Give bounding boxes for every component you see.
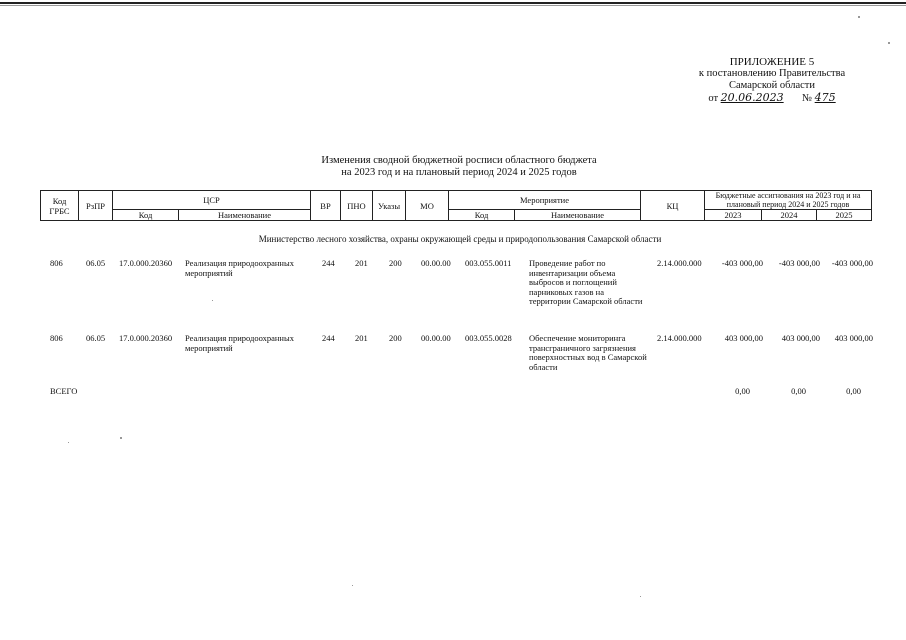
appendix-date-line: [672, 92, 872, 106]
scan-speck: [68, 442, 69, 443]
cell-y2024: -403 000,00: [778, 258, 820, 268]
scan-speck: [212, 300, 213, 301]
header-event-name: Наименование: [515, 210, 641, 221]
appendix-line-2: к постановлению Правительства: [698, 68, 846, 79]
ministry-name: Министерство лесного хозяйства, охраны окружающей среды и природопользования Самарской области: [258, 234, 662, 244]
header-csr-name: Наименование: [179, 210, 311, 221]
scan-speck: [352, 585, 353, 586]
cell-vr: 244: [322, 333, 335, 343]
cell-y2024: 403 000,00: [781, 333, 820, 343]
header-pno: ПНО: [341, 191, 373, 221]
total-y2025: 0,00: [846, 386, 861, 396]
cell-event-name: Обеспечение мониторинга трансграничного загрязнения поверхностных вод в Самарской области: [529, 333, 647, 372]
header-vr: ВР: [311, 191, 341, 221]
header-grbs: Код ГРБС: [41, 191, 79, 221]
header-csr-code: Код: [113, 210, 179, 221]
appendix-title: ПРИЛОЖЕНИЕ 5: [729, 56, 815, 68]
header-kc: КЦ: [641, 191, 705, 221]
cell-kc: 2.14.000.000: [657, 333, 702, 343]
cell-event-name: Проведение работ по инвентаризации объема выбросов и поглощений парниковых газов на территории Самарской области: [529, 258, 643, 306]
cell-csr-name: Реализация природоохранных мероприятий: [185, 258, 294, 278]
cell-grbs: 806: [50, 258, 63, 268]
cell-mo: 00.00.00: [421, 333, 451, 343]
total-label: ВСЕГО: [50, 386, 78, 396]
title-line-1: Изменения сводной бюджетной росписи областного бюджета: [321, 155, 597, 166]
cell-csr-code: 17.0.000.20360: [119, 258, 173, 268]
date-prefix: от: [708, 93, 719, 104]
scan-speck: [858, 16, 860, 18]
number-handwritten: 475: [814, 91, 836, 104]
table-row: [40, 259, 880, 329]
scan-top-border-shadow: [0, 5, 906, 6]
cell-kc: 2.14.000.000: [657, 258, 702, 268]
header-budget: Бюджетные ассигнования на 2023 год и на плановый период 2024 и 2025 годов: [705, 191, 872, 210]
cell-ukazy: 200: [389, 333, 402, 343]
cell-rzpr: 06.05: [86, 258, 106, 268]
cell-y2025: 403 000,00: [834, 333, 873, 343]
total-y2023: 0,00: [735, 386, 750, 396]
header-year-2024: 2024: [762, 210, 817, 221]
cell-rzpr: 06.05: [86, 333, 106, 343]
header-ukazy: Указы: [373, 191, 406, 221]
header-rzpr: РзПР: [79, 191, 113, 221]
cell-pno: 201: [355, 258, 368, 268]
header-mo: МО: [406, 191, 449, 221]
cell-mo: 00.00.00: [421, 258, 451, 268]
cell-pno: 201: [355, 333, 368, 343]
cell-ukazy: 200: [389, 258, 402, 268]
cell-csr-name: Реализация природоохранных мероприятий: [185, 333, 294, 353]
scan-speck: [120, 437, 122, 439]
cell-event-code: 003.055.0011: [465, 258, 512, 268]
scan-speck: [640, 596, 641, 597]
scan-top-border: [0, 2, 906, 4]
document-title: [0, 155, 906, 179]
appendix-line-3: Самарской области: [729, 80, 815, 91]
cell-y2025: -403 000,00: [831, 258, 873, 268]
number-prefix: №: [802, 93, 813, 104]
header-csr: ЦСР: [113, 191, 311, 210]
header-year-2023: 2023: [705, 210, 762, 221]
total-y2024: 0,00: [791, 386, 806, 396]
cell-vr: 244: [322, 258, 335, 268]
scan-speck: [888, 42, 890, 44]
cell-grbs: 806: [50, 333, 63, 343]
header-event-code: Код: [449, 210, 515, 221]
table-row: [40, 334, 880, 378]
header-year-2025: 2025: [817, 210, 872, 221]
date-handwritten: 20.06.2023: [720, 91, 784, 104]
cell-event-code: 003.055.0028: [465, 333, 512, 343]
cell-y2023: 403 000,00: [724, 333, 763, 343]
table-header: [40, 190, 872, 221]
cell-y2023: -403 000,00: [721, 258, 763, 268]
cell-csr-code: 17.0.000.20360: [119, 333, 173, 343]
appendix-block: [672, 56, 872, 106]
title-line-2: на 2023 год и на плановый период 2024 и 2025 годов: [341, 167, 577, 178]
header-event: Мероприятие: [449, 191, 641, 210]
